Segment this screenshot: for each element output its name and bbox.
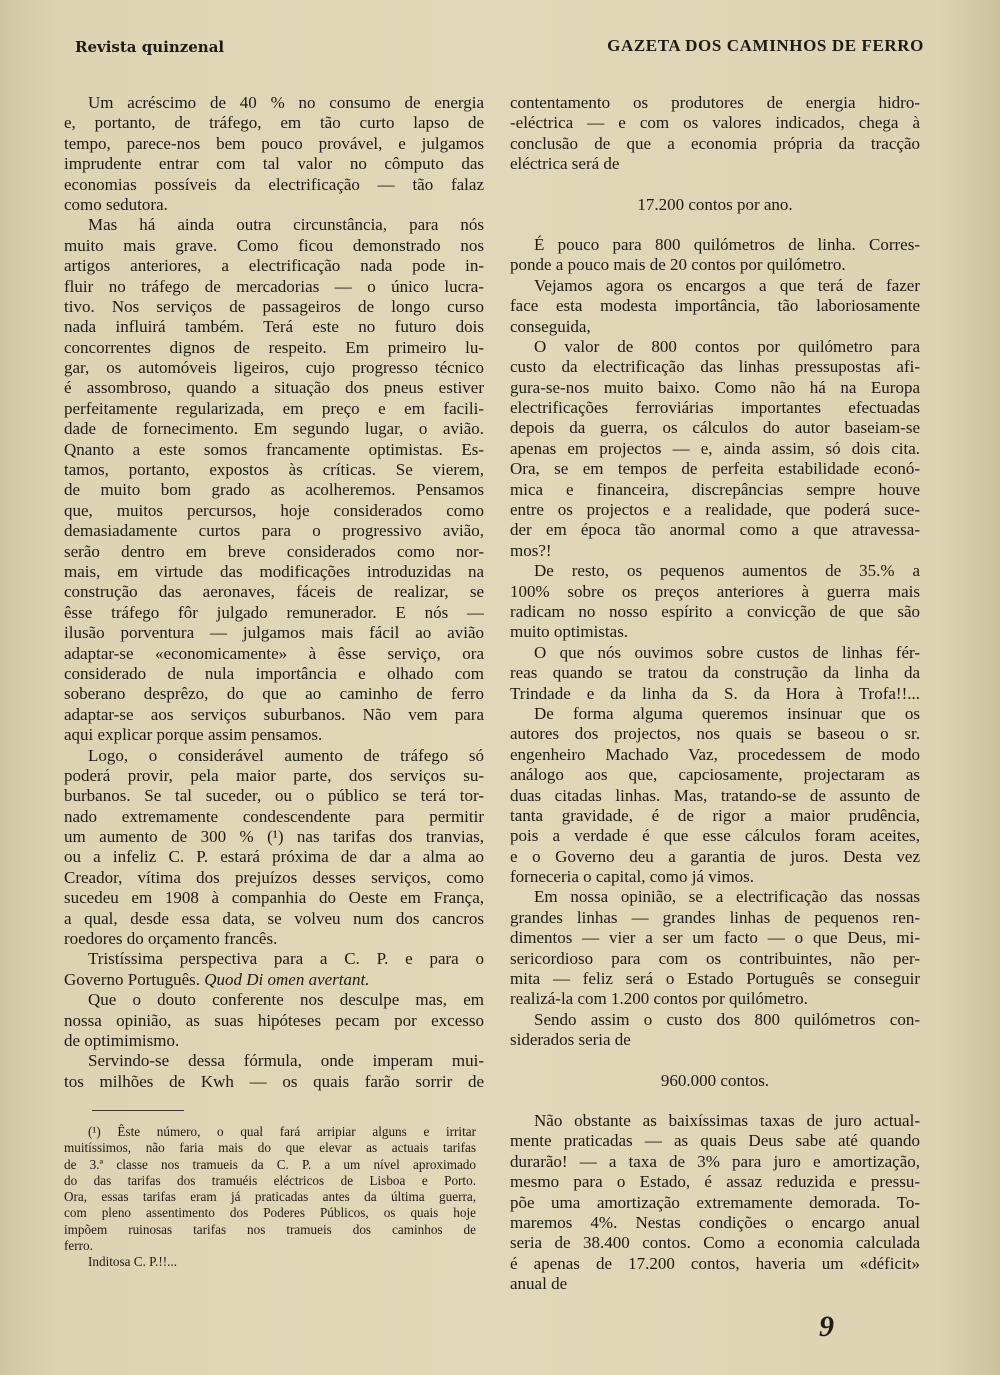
text-line: roedores do orçamento francês. <box>64 929 278 949</box>
text-line: nado extremamente condescendente para permitir <box>64 806 484 826</box>
text-line: contentamento os produtores de energia hidro- <box>510 93 920 112</box>
text-line: tivo. Nos serviços de passageiros de longo curso <box>64 296 484 316</box>
text-line: mais, em virtude das modificações introduzidas na <box>64 561 484 581</box>
text-line: depois da guerra, os cálculos do autor baseiam-se <box>510 418 920 438</box>
text-line: ponde a pouco mais de 20 contos por quilómetro. <box>510 255 846 275</box>
text-line: imprudente entrar com tal valor no cômputo das <box>64 154 484 174</box>
text-line: realizá-la com 1.200 contos por quilómetro. <box>510 989 808 1009</box>
highlighted-figure: 960.000 contos. <box>660 1070 770 1090</box>
text-line: economias possíveis da electrificação — tão falaz <box>64 174 484 194</box>
text-line: mente praticadas — as quais Deus sabe até quando <box>510 1131 920 1151</box>
footnote-line: com pleno assentimento dos Poderes Públicos, os quais hoje <box>64 1205 476 1221</box>
text-line: aqui explicar porque assim pensamos. <box>64 725 323 745</box>
text-line: anual de <box>510 1274 568 1294</box>
text-line: Logo, o considerável aumento de tráfego só <box>88 745 484 765</box>
text-line: É pouco para 800 quilómetros de linha. Corres- <box>534 234 920 254</box>
text-line: a qual, desde essa data, se volveu num dos cancros <box>64 908 484 928</box>
text-line: entre os projectos e a realidade, que poderá suce- <box>510 500 920 520</box>
footnote-line: Ora, essas tarifas eram já praticadas antes da última guerra, <box>64 1189 476 1205</box>
text-line: De resto, os pequenos aumentos de 35.% a <box>534 561 920 581</box>
text-line: face esta modesta importância, tão laboriosamente <box>510 296 920 316</box>
text-line: mesmo para o Estado, é assaz reduzida e pressu- <box>510 1172 920 1192</box>
text-line: grandes linhas — grandes linhas de pequenos ren- <box>510 907 920 927</box>
text-line: sericordioso para com os contribuintes, não per- <box>510 948 920 968</box>
text-line: ou a infeliz C. P. estará próxima de dar a alma ao <box>64 847 484 867</box>
text-line: um aumento de 300 % (¹) nas tarifas dos tranvias, <box>64 827 484 847</box>
text-line: 100% sobre os preços anteriores à guerra mais <box>510 581 920 601</box>
text-line: maremos 4%. Nestas condições o encargo anual <box>510 1212 920 1232</box>
text-line: O que nós ouvimos sobre custos de linhas fér- <box>534 642 920 662</box>
text-line: sucedeu em 1908 à companhia do Oeste em França, <box>64 888 484 908</box>
text-line: perfeitamente regularizada, em preço e em facili- <box>64 398 484 418</box>
text-line: pois a verdade é que esse cálculos foram aceites, <box>510 826 920 846</box>
footnote-line: ferro. <box>64 1238 93 1254</box>
text-line: mos?! <box>510 540 552 560</box>
text-line: tempo, parece-nos bem pouco provável, e julgamos <box>64 133 484 153</box>
text-line: reas quando se tratou da construção da linha da <box>510 663 920 683</box>
text-line: Qnanto a este somos francamente optimistas. Es- <box>64 439 484 459</box>
text-line: durarão! — a taxa de 3% para juro e amortização, <box>510 1151 920 1171</box>
text-line: gar, os automóveis ligeiros, cujo progresso técnico <box>64 358 484 378</box>
text-line: fluir no tráfego de mercadorias — o único lucra- <box>64 276 484 296</box>
text-line: Mas há ainda outra circunstância, para nós <box>88 215 484 235</box>
text-line: mica e financeira, discrepâncias sempre houve <box>510 479 920 499</box>
footnote-line: do das tarifas dos tramuéis eléctricos de Lisboa e Porto. <box>64 1172 476 1188</box>
text-line: considerado de nula importância e olhado com <box>64 663 484 683</box>
text-line: apenas em projectos — e, ainda assim, só dois cita. <box>510 438 920 458</box>
text-line: serão dentro em breve considerados como nor- <box>64 541 484 561</box>
footnote-line: de 3.ª classe nos tramueis da C. P. a um nível aproximado <box>64 1156 476 1172</box>
text-line: engenheiro Machado Vaz, procedessem de modo <box>510 744 920 764</box>
text-line: conseguida, <box>510 316 591 336</box>
text-line: gura-se-nos muito baixo. Como não há na Europa <box>510 377 920 397</box>
text-line: electrificações ferroviárias importantes efectuadas <box>510 398 920 418</box>
text-line: de optimimismo. <box>64 1030 180 1050</box>
text-line: tos milhões de Kwh — os quais farão sorrir de <box>64 1071 484 1091</box>
text-line: der em época tão anormal como a que atravessa- <box>510 520 920 540</box>
text-line: Creador, vítima dos prejuízos desses serviços, como <box>64 867 484 887</box>
text-line: dade de fornecimento. Em segundo lugar, o avião. <box>64 419 484 439</box>
text-line: é assombroso, quando a situação dos pneus estiver <box>64 378 484 398</box>
running-header-right: GAZETA DOS CAMINHOS DE FERRO <box>607 36 924 55</box>
text-line: tanta gravidade, é de rigor a maior prudência, <box>510 805 920 825</box>
text-line: Em nossa opinião, se a electrificação das nossas <box>534 887 920 907</box>
text-line: demasiadamente curtos para o progressivo avião, <box>64 521 484 541</box>
footnote-line: (¹) Êste número, o qual fará arripiar alguns e irritar <box>88 1124 476 1139</box>
text-line: é apenas de 17.200 contos, haveria um «déficit» <box>510 1253 920 1273</box>
text-line: Sendo assim o custo dos 800 quilómetros con- <box>534 1009 920 1029</box>
highlighted-figure: 17.200 contos por ano. <box>637 194 793 214</box>
text-line: adaptar-se «economicamente» à êsse serviço, ora <box>64 643 484 663</box>
text-line: que, muitos percursos, hoje considerados como <box>64 500 484 520</box>
running-header-left: Revista quinzenal <box>75 38 225 56</box>
text-line: análogo aos que, capciosamente, projectaram as <box>510 765 920 785</box>
text-line: e o Governo deu a garantia de juros. Desta vez <box>510 846 920 866</box>
text-line: forneceria o capital, como já vimos. <box>510 867 755 887</box>
text-line: De forma alguma queremos insinuar que os <box>534 703 920 723</box>
text-line: -eléctrica — e com os valores indicados, chega à <box>510 113 920 133</box>
text-line: artigos anteriores, a electrificação nada pode in- <box>64 256 484 276</box>
text-line: de muito bom grado as acolheremos. Pensamos <box>64 480 484 500</box>
text-line: custo da electrificação das linhas pressupostas afi- <box>510 357 920 377</box>
text-line: eléctrica será de <box>510 154 620 174</box>
text-line: mita — feliz será o Estado Português se conseguir <box>510 969 920 989</box>
text-line: Não obstante as baixíssimas taxas de juro actual- <box>534 1110 920 1130</box>
text-line: como sedutora. <box>64 194 168 214</box>
footnote <box>64 1124 476 1271</box>
footnote-divider <box>92 1110 184 1111</box>
text-line: dimentos — vier a ser um facto — o que Deus, mi- <box>510 928 920 948</box>
text-line: Ora, se em tempos de perfeita estabilidade econó- <box>510 459 920 479</box>
footnote-line: muitíssimos, não faria mais do que elevar as actuais tarifas <box>64 1140 476 1156</box>
text-line: tamos, portanto, expostos às críticas. Se vierem, <box>64 460 484 480</box>
text-line: construção das aeronaves, fáceis de realizar, se <box>64 582 484 602</box>
text-line: muito optimistas. <box>510 622 629 642</box>
text-line: poderá provir, pela maior parte, dos serviços su- <box>64 765 484 785</box>
left-column <box>64 93 484 1092</box>
footnote-line: Inditosa C. P.!!... <box>88 1254 178 1270</box>
text-line: duas citadas linhas. Mas, tratando-se de assunto de <box>510 785 920 805</box>
footnote-line: impõem ruinosas tarifas nos tramueis dos caminhos de <box>64 1221 476 1237</box>
text-fragment: Governo Português. <box>64 969 200 989</box>
text-line: e, portanto, de tráfego, em tão curto lapso de <box>64 113 484 133</box>
text-line: siderados seria de <box>510 1030 631 1050</box>
text-line: adaptar-se aos serviços suburbanos. Não vem para <box>64 704 484 724</box>
latin-phrase: Quod Di omen avertant. <box>204 969 370 989</box>
text-line: Que o douto conferente nos desculpe mas, em <box>88 990 484 1010</box>
text-line: seria de 38.400 contos. Como a economia calculada <box>510 1233 920 1253</box>
text-line: nossa opinião, as suas hipóteses pecam por excesso <box>64 1010 484 1030</box>
text-line: Vejamos agora os encargos a que terá de fazer <box>534 275 920 295</box>
text-line: radicam no nosso espírito a convicção de que são <box>510 601 920 621</box>
text-line: Um acréscimo de 40 % no consumo de energia <box>88 93 484 112</box>
text-line: êsse tráfego fôr julgado remunerador. E nós — <box>64 602 484 622</box>
text-line: autores dos projectos, nos quais se baseou o sr. <box>510 724 920 744</box>
text-line: Trindade e da linha da S. da Hora à Trofa!!... <box>510 683 920 703</box>
text-line: O valor de 800 contos por quilómetro para <box>534 336 920 356</box>
text-line: conclusão de que a economia própria da tracção <box>510 133 920 153</box>
text-line: Tristíssima perspectiva para a C. P. e para o <box>88 949 484 969</box>
text-line: burbanos. Se tal suceder, ou o público se terá tor- <box>64 786 484 806</box>
text-line: põe uma amortização extremamente demorada. To- <box>510 1192 920 1212</box>
text-line <box>64 970 484 990</box>
text-line: muito mais grave. Como ficou demonstrado nos <box>64 235 484 255</box>
text-line: Servindo-se dessa fórmula, onde imperam mui- <box>88 1051 484 1071</box>
text-line: concorrentes dignos de respeito. Em primeiro lu- <box>64 337 484 357</box>
text-line: ilusão porventura — julgamos mais fácil ao avião <box>64 623 484 643</box>
text-line: nada influirá também. Terá este no futuro dois <box>64 317 484 337</box>
text-line: soberano desprêzo, do que ao caminho de ferro <box>64 684 484 704</box>
right-column <box>510 93 920 1294</box>
page-number: 9 <box>819 1310 834 1343</box>
